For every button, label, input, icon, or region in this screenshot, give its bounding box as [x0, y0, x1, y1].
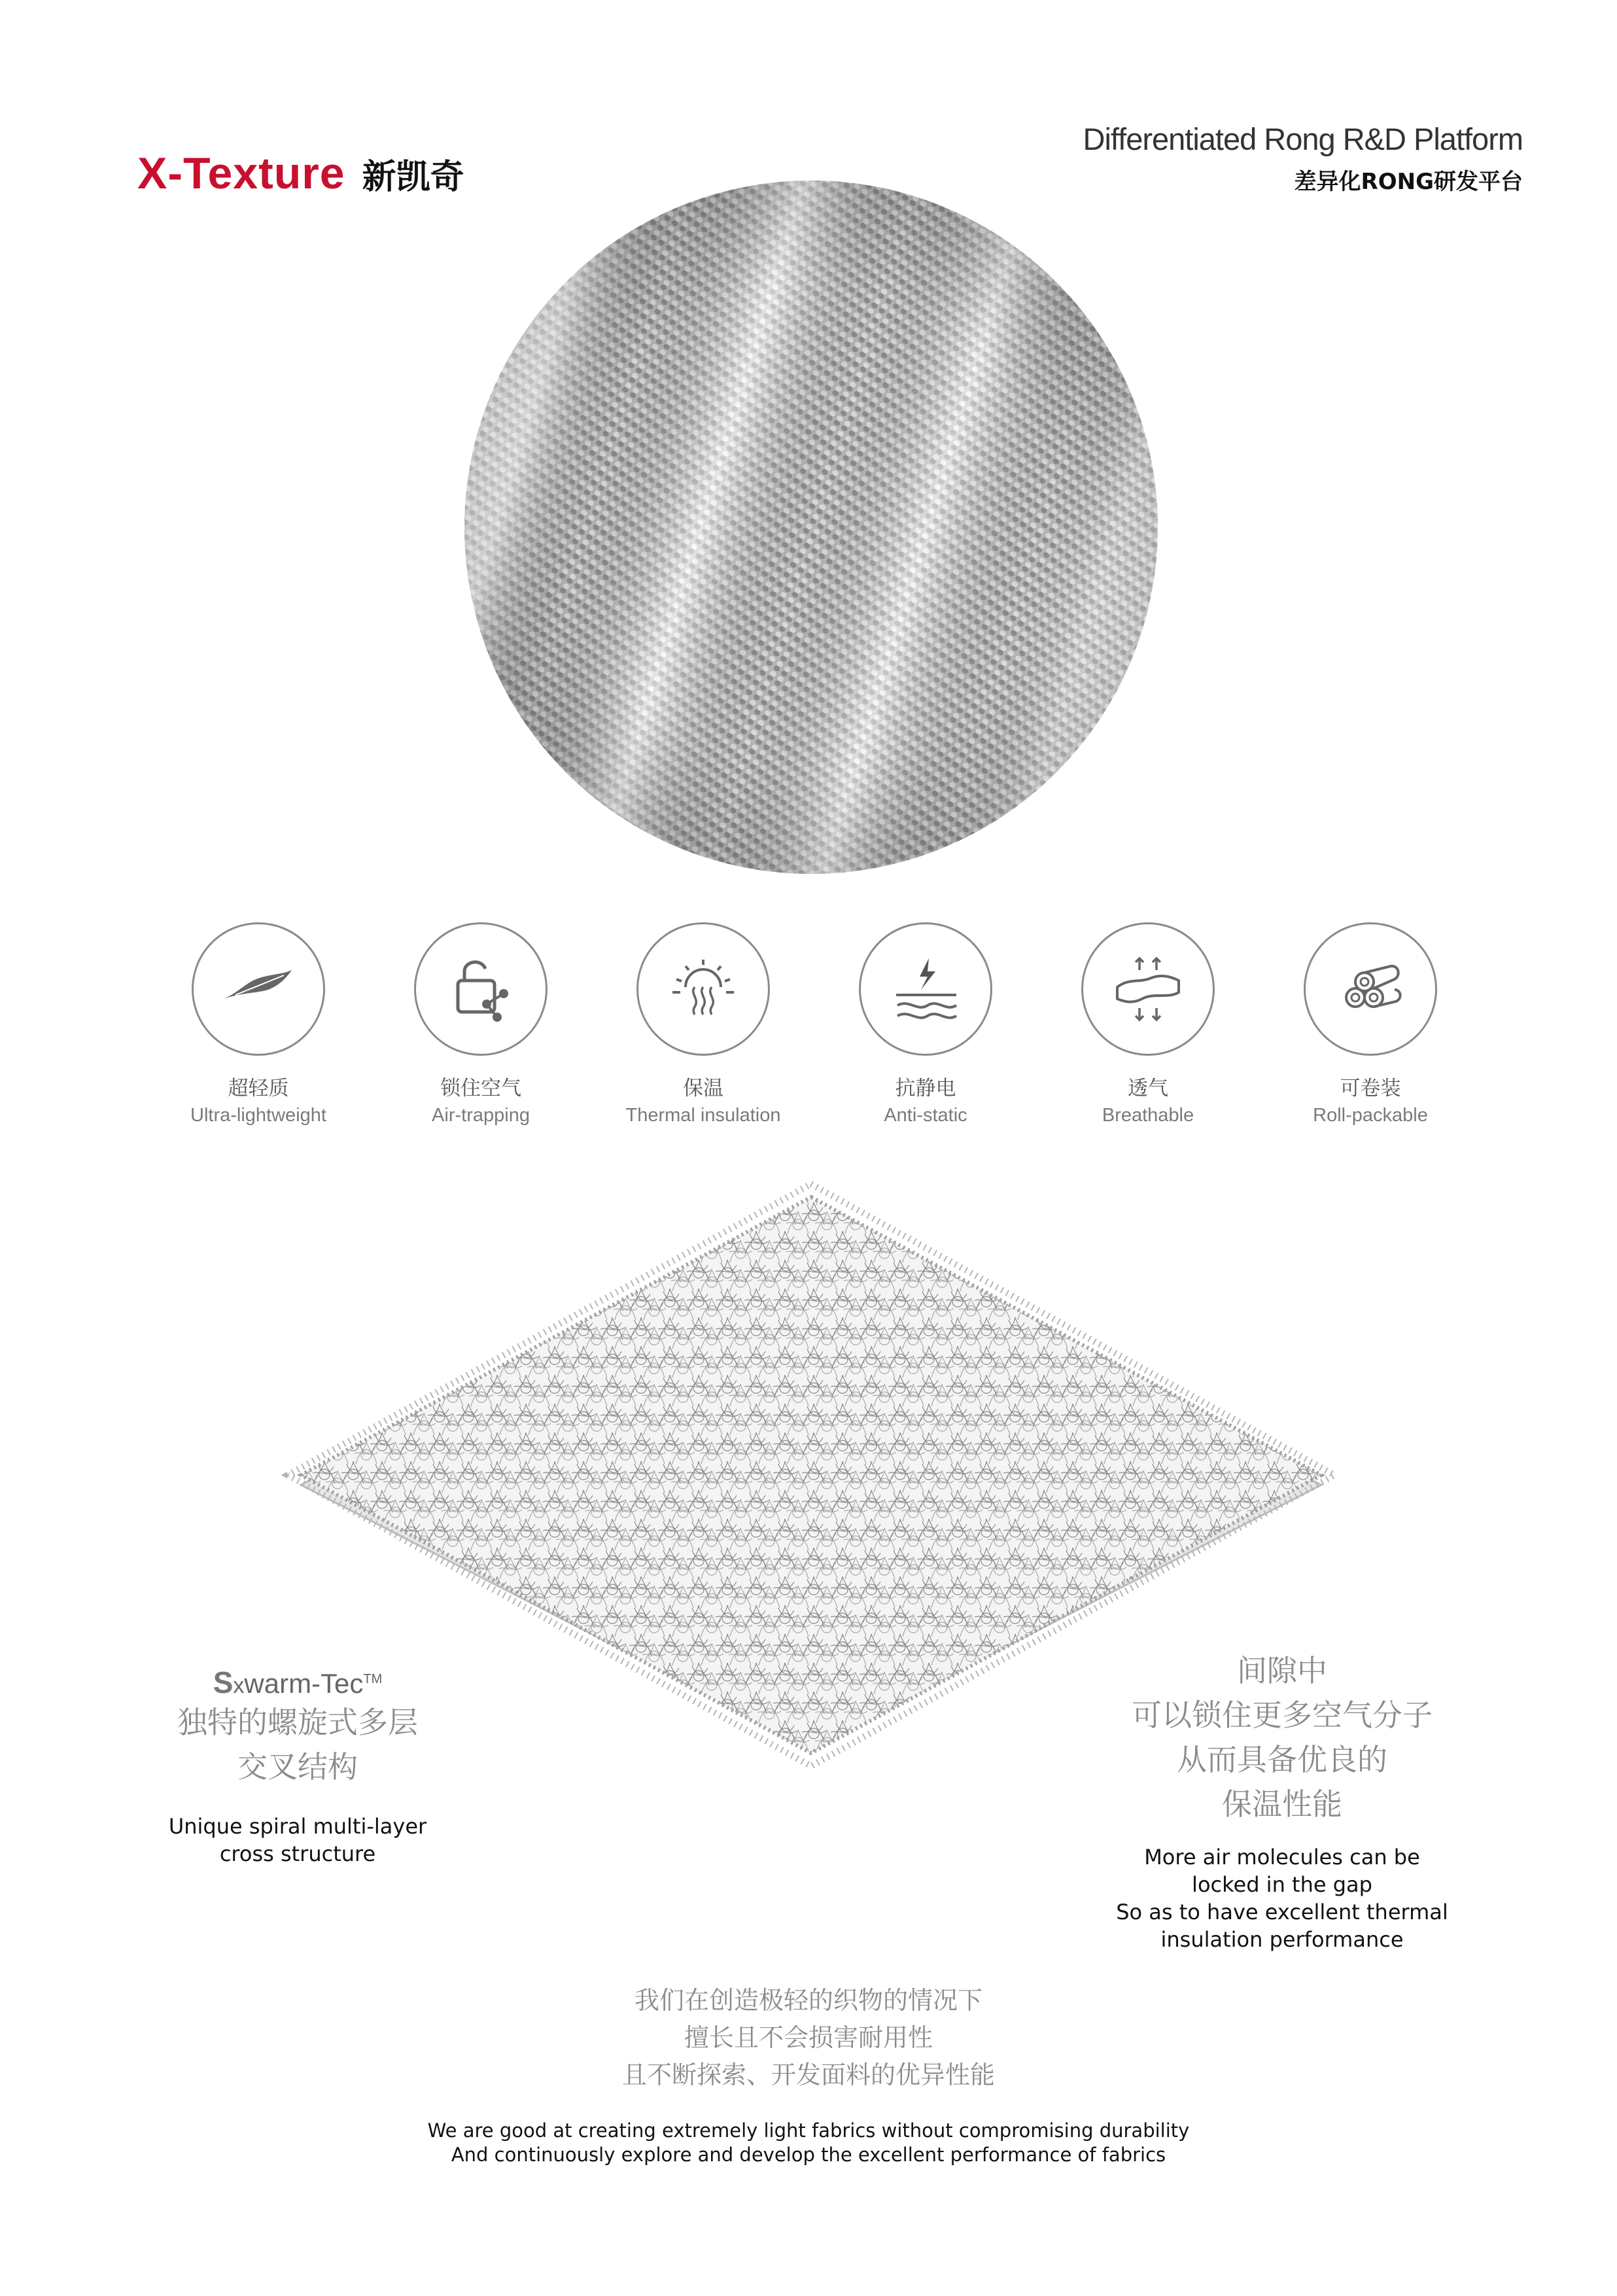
air-gap-en-line: So as to have excellent thermal — [1116, 1900, 1448, 1924]
feature-icon-circle — [1081, 922, 1215, 1056]
feature-item-roll-packable — [1262, 922, 1478, 1145]
air-gap-en-line: locked in the gap — [1192, 1872, 1372, 1897]
feature-cn-label: 可卷装 — [1340, 1077, 1401, 1100]
logo-text: X-Texture — [137, 148, 345, 198]
feature-cn-label: 超轻质 — [228, 1077, 289, 1100]
feature-icon-circle — [1304, 922, 1437, 1056]
feature-icon-circle — [414, 922, 548, 1056]
platform-title-en: Differentiated Rong R&D Platform — [1083, 122, 1523, 156]
feature-en-label: Thermal insulation — [625, 1105, 781, 1126]
air-gap-cn-line: 保温性能 — [1222, 1786, 1342, 1822]
feature-en-label: Breathable — [1102, 1105, 1194, 1126]
roll-icon — [1328, 947, 1413, 1032]
knit-fabric-closeup — [464, 181, 1158, 874]
feature-item-ultra-lightweight — [150, 922, 366, 1145]
trademark-mark: TM — [363, 1672, 383, 1686]
structure-en-line: cross structure — [219, 1841, 376, 1866]
structure-cn-line: 交叉结构 — [237, 1749, 358, 1784]
thermal-icon — [661, 947, 746, 1032]
feature-item-breathable — [1040, 922, 1256, 1145]
feature-en-label: Anti-static — [884, 1105, 967, 1126]
footer-cn-line: 擅长且不会损害耐用性 — [684, 2023, 933, 2052]
structure-description — [105, 1665, 491, 1868]
footer-cn-line: 且不断探索、开发面料的优异性能 — [621, 2061, 995, 2089]
feature-cn-label: 抗静电 — [895, 1077, 956, 1100]
feature-en-label: Ultra-lightweight — [190, 1105, 326, 1126]
air-gap-cn-line: 可以锁住更多空气分子 — [1132, 1697, 1433, 1733]
brand-name-s: S — [213, 1665, 234, 1699]
air-gap-en-line: insulation performance — [1160, 1927, 1404, 1952]
structure-en-line: Unique spiral multi-layer — [168, 1814, 427, 1839]
feature-icon-circle — [192, 922, 325, 1056]
air-gap-cn-line: 间隙中 — [1237, 1653, 1327, 1688]
anti-static-icon — [883, 947, 968, 1032]
feather-icon — [216, 947, 301, 1032]
feature-en-label: Roll-packable — [1313, 1105, 1428, 1126]
feature-list — [150, 922, 1478, 1145]
brand-name-rest: warm-Tec — [244, 1668, 364, 1699]
air-gap-en-line: More air molecules can be — [1144, 1845, 1420, 1870]
air-gap-cn-line: 从而具备优良的 — [1177, 1742, 1387, 1777]
footer-cn-line: 我们在创造极轻的织物的情况下 — [634, 1986, 982, 2015]
air-gap-description — [1073, 1648, 1491, 1953]
footer-en-line: And continuously explore and develop the excellent performance of fabrics — [451, 2144, 1166, 2166]
brand-name — [105, 1665, 491, 1700]
feature-cn-label: 锁住空气 — [440, 1077, 521, 1100]
platform-title-cn: 差异化RONG研发平台 — [1294, 169, 1523, 195]
structure-cn-line: 独特的螺旋式多层 — [177, 1705, 418, 1740]
footer-en-line: We are good at creating extremely light fabrics without compromising durability — [427, 2119, 1190, 2142]
feature-icon-circle — [859, 922, 992, 1056]
feature-item-thermal-insulation — [595, 922, 811, 1145]
feature-cn-label: 透气 — [1128, 1077, 1168, 1100]
feature-cn-label: 保温 — [683, 1077, 723, 1100]
feature-item-anti-static — [818, 922, 1034, 1145]
footer-statement — [285, 1982, 1332, 2167]
feature-item-air-trapping — [373, 922, 589, 1145]
footer-en-block — [285, 2119, 1332, 2167]
logo-cn-text: 新凯奇 — [362, 157, 464, 197]
feature-en-label: Air-trapping — [432, 1105, 530, 1126]
lock-icon — [438, 947, 523, 1032]
feature-icon-circle — [636, 922, 770, 1056]
fabric-closeup-image — [464, 181, 1158, 874]
brand-name-x: x — [233, 1673, 245, 1698]
breathable-icon — [1105, 947, 1191, 1032]
brand-logo — [137, 137, 464, 209]
